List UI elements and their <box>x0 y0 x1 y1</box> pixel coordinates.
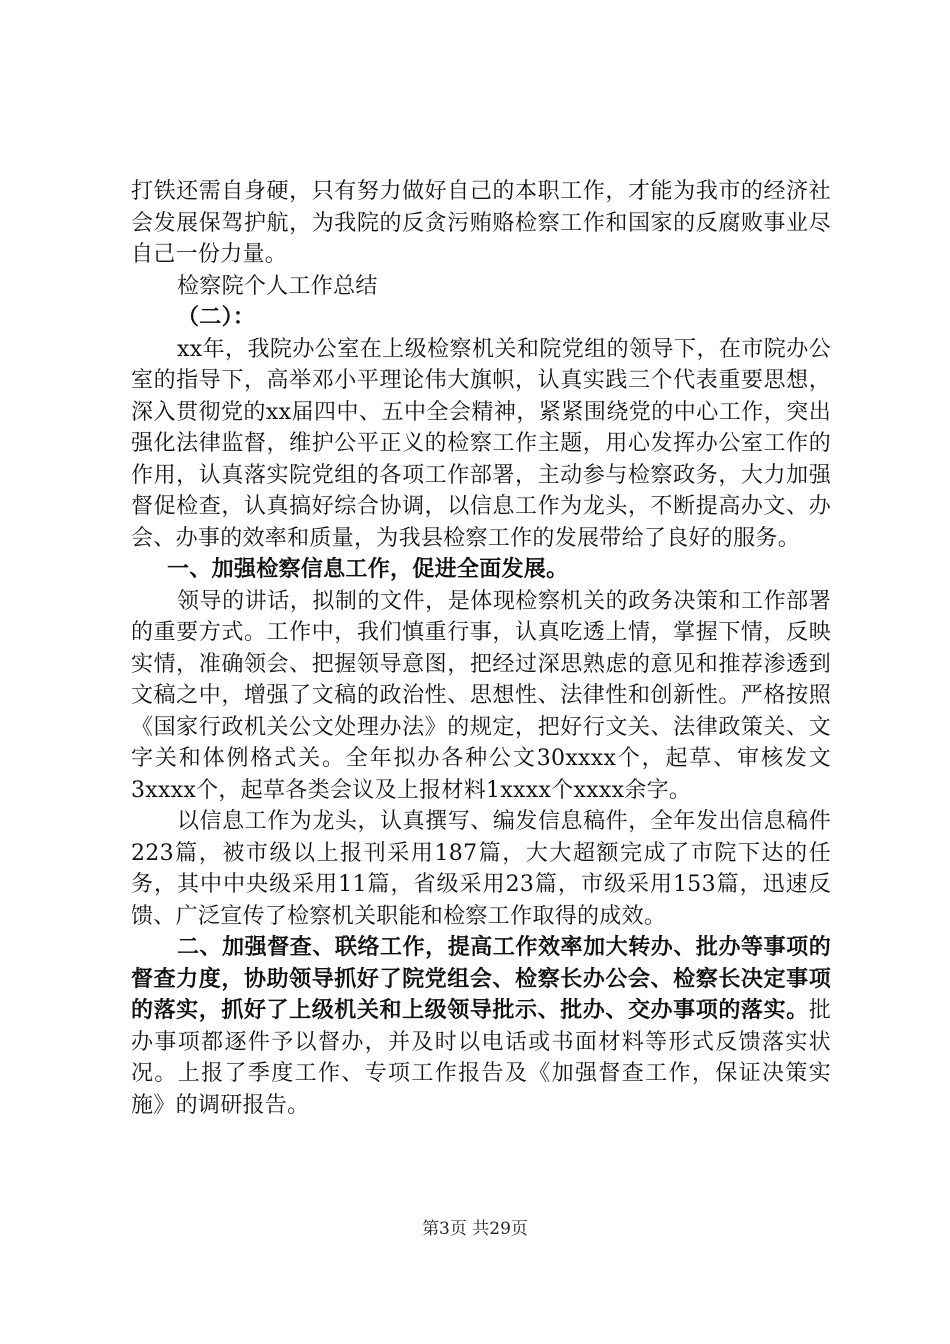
document-page <box>131 176 831 1121</box>
document-subtitle: 检察院个人工作总结 <box>177 273 378 299</box>
section-heading-2: 二、加强督查、联络工作，提高工作效率加大转办、批办等事项的督查力度，协助领导抓好了院党组会、检察长办公会、检察长决定事项的落实，抓好了上级机关和上级领导批示、批办、交办事项的落实。 <box>131 934 831 1023</box>
paragraph-supervision-text: 批办事项都逐件予以督办，并及时以电话或书面材料等形式反馈落实状况。上报了季度工作、专项工作报告及《加强督查工作，保证决策实施》的调研报告。 <box>131 998 831 1118</box>
paragraph-intro: 打铁还需自身硬，只有努力做好自己的本职工作，才能为我市的经济社会发展保驾护航，为我院的反贪污贿赂检察工作和国家的反腐败事业尽自己一份力量。 <box>131 179 831 267</box>
paragraph-documents: 领导的讲话，拟制的文件，是体现检察机关的政务决策和工作部署的重要方式。工作中，我们慎重行事，认真吃透上情，掌握下情，反映实情，准确领会、把握领导意图，把经过深思熟虑的意见和推荐渗透到文稿之中，增强了文稿的政治性、思想性、法律性和创新性。严格按照《国家行政机关公文处理办法》的规定，把好行文关、法律政策关、文字关和体例格式关。全年拟办各种公文30xxxx个，起草、审核发文3xxxx个，起草各类会议及上报材料1xxxx个xxxx余字。 <box>131 588 831 803</box>
paragraph-information: 以信息工作为龙头，认真撰写、编发信息稿件，全年发出信息稿件223篇，被市级以上报刊采用187篇，大大超额完成了市院下达的任务，其中中央级采用11篇，省级采用23篇，市级采用153篇，迅速反馈、广泛宣传了检察机关职能和检察工作取得的成效。 <box>131 809 831 929</box>
section-marker: （二）： <box>177 304 256 330</box>
section-heading-1: 一、加强检察信息工作，促进全面发展。 <box>167 556 569 582</box>
paragraph-overview: xx年，我院办公室在上级检察机关和院党组的领导下，在市院办公室的指导下，高举邓小平理论伟大旗帜，认真实践三个代表重要思想，深入贯彻党的xx届四中、五中全会精神，紧紧围绕党的中心工作，突出强化法律监督，维护公平正义的检察工作主题，用心发挥办公室工作的作用，认真落实院党组的各项工作部署，主动参与检察政务，大力加强督促检查，认真搞好综合协调，以信息工作为龙头，不断提高办文、办会、办事的效率和质量，为我县检察工作的发展带给了良好的服务。 <box>131 336 831 551</box>
page-footer: 第3页 共29页 <box>422 1219 528 1239</box>
paragraph-supervision <box>131 932 831 1121</box>
